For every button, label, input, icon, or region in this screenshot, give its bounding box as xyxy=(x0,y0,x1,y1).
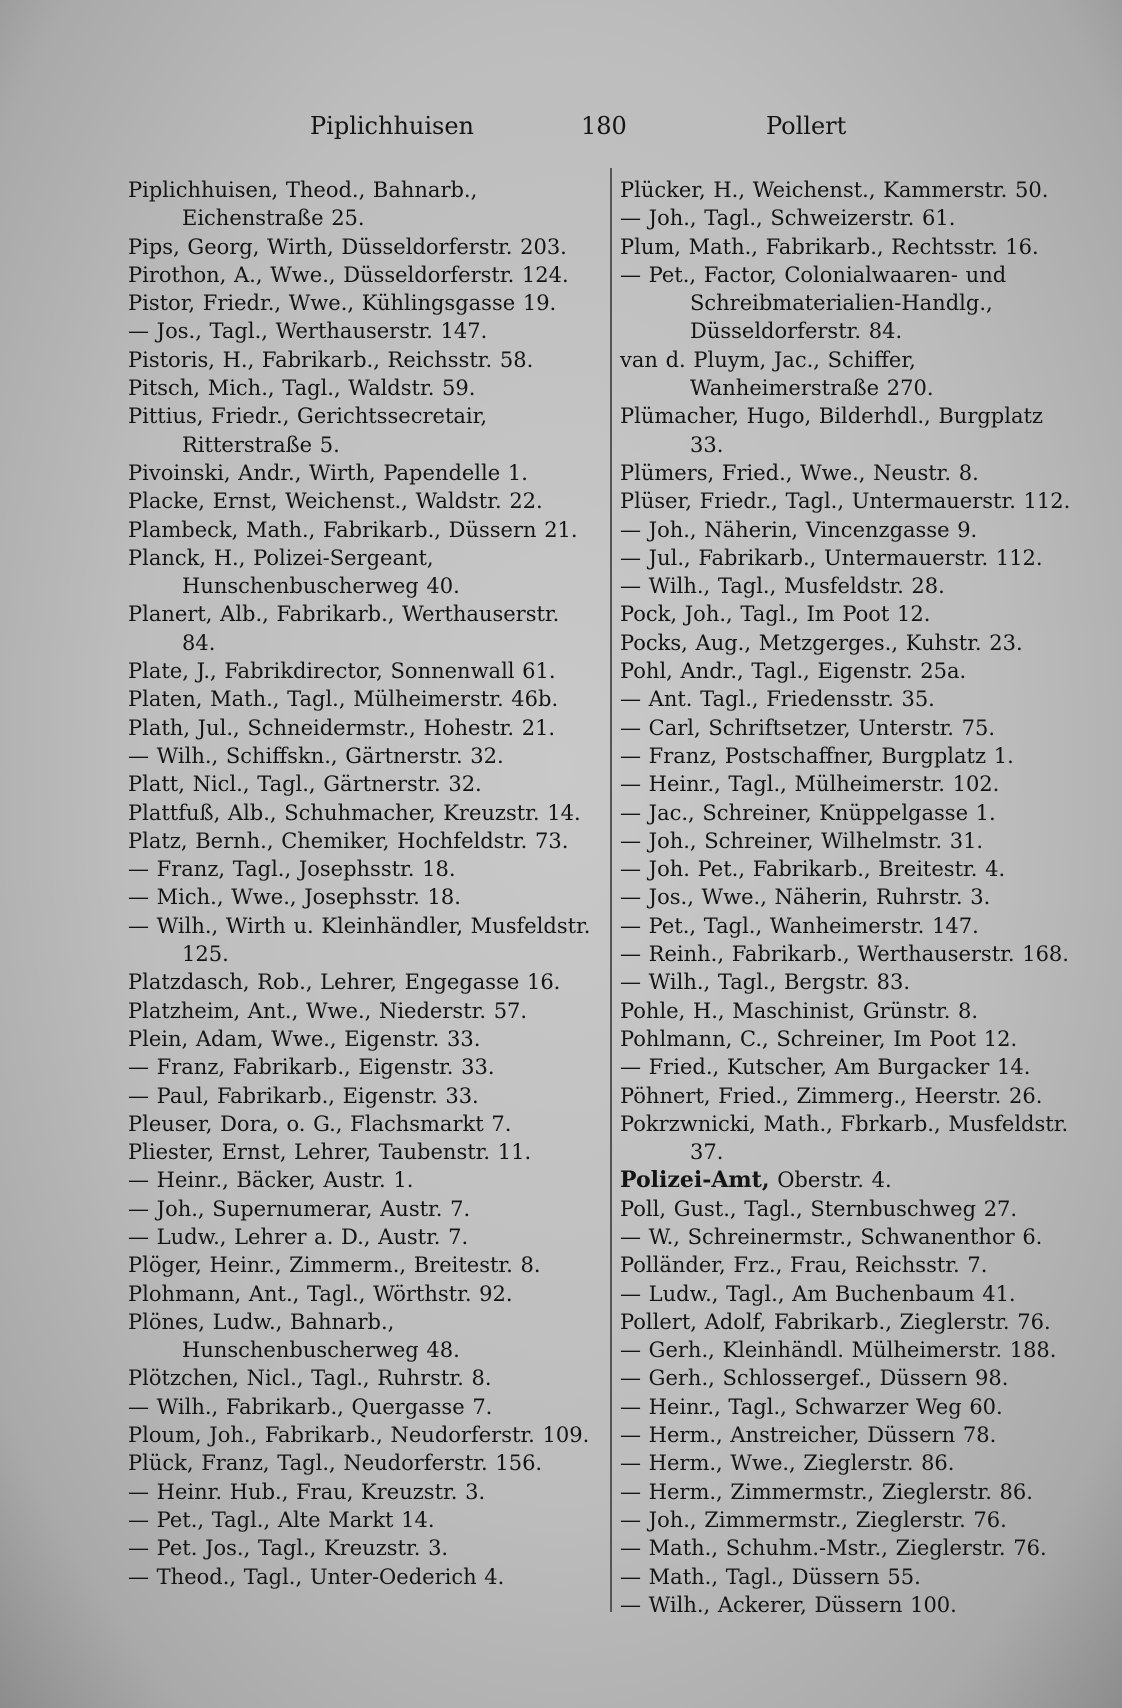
entry-text: — Franz, Fabrikarb., Eigenstr. 33. xyxy=(128,1055,495,1080)
entry-text: Polländer, Frz., Frau, Reichsstr. 7. xyxy=(620,1253,988,1278)
entry-text: Pohl, Andr., Tagl., Eigenstr. 25a. xyxy=(620,659,967,684)
entry-text: Platt, Nicl., Tagl., Gärtnerstr. 32. xyxy=(128,772,482,797)
entry-text: — Franz, Postschaffner, Burgplatz 1. xyxy=(620,743,1014,768)
entry-text: Planck, H., Polizei-Sergeant, Hunschenbuscherweg 40. xyxy=(128,545,460,599)
directory-entry xyxy=(620,1478,1082,1506)
entry-text: Plate, J., Fabrikdirector, Sonnenwall 61. xyxy=(128,659,556,684)
directory-entry xyxy=(620,204,1082,232)
header-left-word: Piplichhuisen xyxy=(310,112,475,140)
entry-text: Platzheim, Ant., Wwe., Niederstr. 57. xyxy=(128,998,528,1023)
directory-entry xyxy=(620,770,1082,798)
directory-entry xyxy=(620,1166,1082,1194)
entry-text: — Heinr., Tagl., Schwarzer Weg 60. xyxy=(620,1394,1003,1419)
directory-entry xyxy=(128,912,598,969)
directory-entry xyxy=(620,1534,1082,1562)
directory-entry xyxy=(620,346,1082,403)
directory-entry xyxy=(128,516,598,544)
directory-entry xyxy=(620,799,1082,827)
directory-entry xyxy=(128,1506,598,1534)
directory-entry xyxy=(128,883,598,911)
directory-entry xyxy=(128,459,598,487)
entry-text: Pollert, Adolf, Fabrikarb., Zieglerstr. 76. xyxy=(620,1309,1051,1334)
entry-text: Pocks, Aug., Metzgerges., Kuhstr. 23. xyxy=(620,630,1023,655)
directory-entry xyxy=(128,714,598,742)
entry-text: — Herm., Wwe., Zieglerstr. 86. xyxy=(620,1451,955,1476)
entry-text: — Math., Tagl., Düssern 55. xyxy=(620,1564,921,1589)
entry-text: Pliester, Ernst, Lehrer, Taubenstr. 11. xyxy=(128,1140,532,1165)
directory-entry xyxy=(128,968,598,996)
directory-entry xyxy=(128,1421,598,1449)
directory-entry xyxy=(128,997,598,1025)
directory-entry xyxy=(620,544,1082,572)
directory-entry xyxy=(620,1591,1082,1619)
directory-entry xyxy=(128,770,598,798)
entry-text: — Joh., Schreiner, Wilhelmstr. 31. xyxy=(620,828,984,853)
entry-text: Plüser, Friedr., Tagl., Untermauerstr. 112. xyxy=(620,489,1071,514)
entry-text: Platen, Math., Tagl., Mülheimerstr. 46b. xyxy=(128,687,559,712)
directory-entry xyxy=(620,459,1082,487)
entry-text: — Reinh., Fabrikarb., Werthauserstr. 168. xyxy=(620,942,1069,967)
entry-text: — Ant. Tagl., Friedensstr. 35. xyxy=(620,687,935,712)
page-header xyxy=(0,104,1122,144)
entry-text: Planert, Alb., Fabrikarb., Werthauserstr. 84. xyxy=(128,602,560,655)
entry-text: — Herm., Anstreicher, Düssern 78. xyxy=(620,1423,997,1448)
entry-text: Plattfuß, Alb., Schuhmacher, Kreuzstr. 14. xyxy=(128,800,581,825)
entry-text: Plöger, Heinr., Zimmerm., Breitestr. 8. xyxy=(128,1253,541,1278)
entry-text: Pleuser, Dora, o. G., Flachsmarkt 7. xyxy=(128,1111,512,1136)
entry-text: Plümers, Fried., Wwe., Neustr. 8. xyxy=(620,460,979,485)
entry-text: — Pet. Jos., Tagl., Kreuzstr. 3. xyxy=(128,1536,449,1561)
directory-entry xyxy=(128,346,598,374)
entry-text: van d. Pluym, Jac., Schiffer, Wanheimerstraße 270. xyxy=(620,347,934,401)
entry-text: Plötzchen, Nicl., Tagl., Ruhrstr. 8. xyxy=(128,1366,492,1391)
directory-entry xyxy=(128,1534,598,1562)
directory-entry xyxy=(128,317,598,345)
entry-text: Plambeck, Math., Fabrikarb., Düssern 21. xyxy=(128,517,578,542)
entry-text: Piplichhuisen, Theod., Bahnarb., Eichenstraße 25. xyxy=(128,178,478,231)
directory-entry xyxy=(128,1053,598,1081)
directory-entry xyxy=(620,176,1082,204)
directory-entry xyxy=(620,402,1082,459)
entry-text: — Wilh., Ackerer, Düssern 100. xyxy=(620,1592,957,1617)
entry-text: — Joh. Pet., Fabrikarb., Breitestr. 4. xyxy=(620,857,1006,882)
entry-text: — Wilh., Wirth u. Kleinhändler, Musfeldstr. 125. xyxy=(128,913,591,967)
directory-entry xyxy=(620,968,1082,996)
directory-entry xyxy=(128,855,598,883)
header-right-word: Pollert xyxy=(766,112,847,140)
directory-entry xyxy=(620,883,1082,911)
entry-text: — Pet., Tagl., Alte Markt 14. xyxy=(128,1507,435,1532)
left-column xyxy=(128,176,598,1591)
directory-entry xyxy=(620,1251,1082,1279)
entry-bold-heading: Polizei-Amt, xyxy=(620,1167,770,1194)
entry-text: — Wilh., Schiffskn., Gärtnerstr. 32. xyxy=(128,743,504,768)
directory-entry xyxy=(128,233,598,261)
entry-text: Pistor, Friedr., Wwe., Kühlingsgasse 19. xyxy=(128,291,557,316)
entry-text: Pöhnert, Fried., Zimmerg., Heerstr. 26. xyxy=(620,1083,1043,1108)
entry-text: — Wilh., Fabrikarb., Quergasse 7. xyxy=(128,1394,493,1419)
entry-text: Pitsch, Mich., Tagl., Waldstr. 59. xyxy=(128,376,476,401)
directory-entry xyxy=(128,1308,598,1365)
directory-entry xyxy=(128,487,598,515)
entry-text: Platzdasch, Rob., Lehrer, Engegasse 16. xyxy=(128,970,561,995)
directory-entry xyxy=(128,176,598,233)
entry-text: — Herm., Zimmermstr., Zieglerstr. 86. xyxy=(620,1479,1033,1504)
entry-text: — Jos., Wwe., Näherin, Ruhrstr. 3. xyxy=(620,885,991,910)
directory-entry xyxy=(128,600,598,657)
entry-text: — Joh., Zimmermstr., Zieglerstr. 76. xyxy=(620,1507,1007,1532)
entry-text: Plönes, Ludw., Bahnarb., Hunschenbuscherweg 48. xyxy=(128,1309,460,1363)
entry-text: Plein, Adam, Wwe., Eigenstr. 33. xyxy=(128,1026,481,1051)
entry-text: — Heinr., Tagl., Mülheimerstr. 102. xyxy=(620,772,1000,797)
entry-text: Pips, Georg, Wirth, Düsseldorferstr. 203. xyxy=(128,234,567,259)
directory-entry xyxy=(620,1025,1082,1053)
directory-entry xyxy=(620,997,1082,1025)
directory-entry xyxy=(620,1421,1082,1449)
directory-entry xyxy=(620,1195,1082,1223)
directory-entry xyxy=(620,233,1082,261)
directory-entry xyxy=(128,1393,598,1421)
entry-text: — Heinr., Bäcker, Austr. 1. xyxy=(128,1168,414,1193)
directory-entry xyxy=(620,572,1082,600)
entry-text: Plohmann, Ant., Tagl., Wörthstr. 92. xyxy=(128,1281,513,1306)
right-column xyxy=(620,176,1082,1619)
entry-text: — Gerh., Kleinhändl. Mülheimerstr. 188. xyxy=(620,1338,1057,1363)
entry-text: — W., Schreinermstr., Schwanenthor 6. xyxy=(620,1224,1043,1249)
entry-text: Ploum, Joh., Fabrikarb., Neudorferstr. 109. xyxy=(128,1423,590,1448)
entry-text: — Joh., Supernumerar, Austr. 7. xyxy=(128,1196,471,1221)
directory-entry xyxy=(620,261,1082,346)
entry-text: Placke, Ernst, Weichenst., Waldstr. 22. xyxy=(128,489,543,514)
directory-entry xyxy=(620,629,1082,657)
directory-entry xyxy=(128,799,598,827)
column-divider xyxy=(610,168,612,1612)
directory-entry xyxy=(128,402,598,459)
directory-entry xyxy=(620,1280,1082,1308)
entry-text: Pittius, Friedr., Gerichtssecretair, Ritterstraße 5. xyxy=(128,404,488,457)
directory-entry xyxy=(128,1110,598,1138)
directory-entry xyxy=(128,1082,598,1110)
entry-text: — Math., Schuhm.-Mstr., Zieglerstr. 76. xyxy=(620,1536,1047,1561)
directory-entry xyxy=(620,1223,1082,1251)
directory-entry xyxy=(128,1138,598,1166)
entry-text: Pokrzwnicki, Math., Fbrkarb., Musfeldstr. 37. xyxy=(620,1111,1069,1165)
entry-text: Plümacher, Hugo, Bilderhdl., Burgplatz 33. xyxy=(620,404,1043,457)
directory-entry xyxy=(620,1336,1082,1364)
directory-entry xyxy=(128,657,598,685)
directory-entry xyxy=(620,1563,1082,1591)
entry-text: — Wilh., Tagl., Bergstr. 83. xyxy=(620,970,910,995)
directory-entry xyxy=(620,940,1082,968)
entry-text: Oberstr. 4. xyxy=(777,1168,892,1193)
entry-text: Pirothon, A., Wwe., Düsseldorferstr. 124. xyxy=(128,262,569,287)
entry-text: — Gerh., Schlossergef., Düssern 98. xyxy=(620,1366,1009,1391)
entry-text: Pohle, H., Maschinist, Grünstr. 8. xyxy=(620,998,979,1023)
directory-entry xyxy=(128,1563,598,1591)
directory-entry xyxy=(128,544,598,601)
entry-text: Plück, Franz, Tagl., Neudorferstr. 156. xyxy=(128,1451,543,1476)
directory-entry xyxy=(620,714,1082,742)
directory-entry xyxy=(620,912,1082,940)
directory-entry xyxy=(620,1449,1082,1477)
entry-text: Pohlmann, C., Schreiner, Im Poot 12. xyxy=(620,1026,1018,1051)
entry-text: Pock, Joh., Tagl., Im Poot 12. xyxy=(620,602,931,627)
entry-text: Poll, Gust., Tagl., Sternbuschweg 27. xyxy=(620,1196,1018,1221)
directory-entry xyxy=(128,289,598,317)
entry-text: Plum, Math., Fabrikarb., Rechtsstr. 16. xyxy=(620,234,1039,259)
entry-text: — Franz, Tagl., Josephsstr. 18. xyxy=(128,857,456,882)
page-number: 180 xyxy=(581,112,627,140)
entry-text: — Wilh., Tagl., Musfeldstr. 28. xyxy=(620,574,945,599)
directory-entry xyxy=(620,657,1082,685)
directory-entry xyxy=(620,742,1082,770)
directory-entry xyxy=(128,1364,598,1392)
directory-entry xyxy=(128,1223,598,1251)
directory-entry xyxy=(128,261,598,289)
entry-text: — Fried., Kutscher, Am Burgacker 14. xyxy=(620,1055,1031,1080)
entry-text: Platz, Bernh., Chemiker, Hochfeldstr. 73. xyxy=(128,828,569,853)
entry-text: — Heinr. Hub., Frau, Kreuzstr. 3. xyxy=(128,1479,486,1504)
directory-entry xyxy=(128,742,598,770)
directory-entry xyxy=(620,1110,1082,1167)
directory-entry xyxy=(128,1166,598,1194)
entry-text: — Mich., Wwe., Josephsstr. 18. xyxy=(128,885,461,910)
directory-entry xyxy=(128,685,598,713)
directory-entry xyxy=(620,1506,1082,1534)
entry-text: — Theod., Tagl., Unter-Oederich 4. xyxy=(128,1564,505,1589)
directory-entry xyxy=(128,1251,598,1279)
directory-entry xyxy=(620,516,1082,544)
entry-text: — Pet., Tagl., Wanheimerstr. 147. xyxy=(620,913,979,938)
directory-entry xyxy=(128,1449,598,1477)
directory-entry xyxy=(128,374,598,402)
entry-text: — Ludw., Lehrer a. D., Austr. 7. xyxy=(128,1224,469,1249)
entry-text: — Jul., Fabrikarb., Untermauerstr. 112. xyxy=(620,545,1043,570)
directory-entry xyxy=(128,1280,598,1308)
directory-entry xyxy=(620,1308,1082,1336)
entry-text: Pistoris, H., Fabrikarb., Reichsstr. 58. xyxy=(128,347,534,372)
directory-entry xyxy=(128,827,598,855)
directory-entry xyxy=(128,1195,598,1223)
directory-entry xyxy=(620,685,1082,713)
directory-entry xyxy=(620,1053,1082,1081)
entry-text: — Ludw., Tagl., Am Buchenbaum 41. xyxy=(620,1281,1016,1306)
directory-entry xyxy=(620,1393,1082,1421)
directory-entry xyxy=(620,827,1082,855)
directory-entry xyxy=(620,600,1082,628)
directory-entry xyxy=(128,1025,598,1053)
entry-text: Pivoinski, Andr., Wirth, Papendelle 1. xyxy=(128,460,528,485)
directory-entry xyxy=(620,487,1082,515)
directory-entry xyxy=(128,1478,598,1506)
entry-text: Plücker, H., Weichenst., Kammerstr. 50. xyxy=(620,178,1049,202)
entry-text: — Jac., Schreiner, Knüppelgasse 1. xyxy=(620,800,996,825)
entry-text: — Carl, Schriftsetzer, Unterstr. 75. xyxy=(620,715,996,740)
entry-text: — Joh., Tagl., Schweizerstr. 61. xyxy=(620,206,956,231)
directory-entry xyxy=(620,1082,1082,1110)
entry-text: — Joh., Näherin, Vincenzgasse 9. xyxy=(620,517,978,542)
entry-text: — Jos., Tagl., Werthauserstr. 147. xyxy=(128,319,488,344)
entry-text: — Paul, Fabrikarb., Eigenstr. 33. xyxy=(128,1083,479,1108)
directory-entry xyxy=(620,855,1082,883)
directory-entry xyxy=(620,1364,1082,1392)
entry-text: Plath, Jul., Schneidermstr., Hohestr. 21. xyxy=(128,715,556,740)
entry-text: — Pet., Factor, Colonialwaaren- und Schreibmaterialien-Handlg., Düsseldorferstr. 84. xyxy=(620,262,1007,344)
